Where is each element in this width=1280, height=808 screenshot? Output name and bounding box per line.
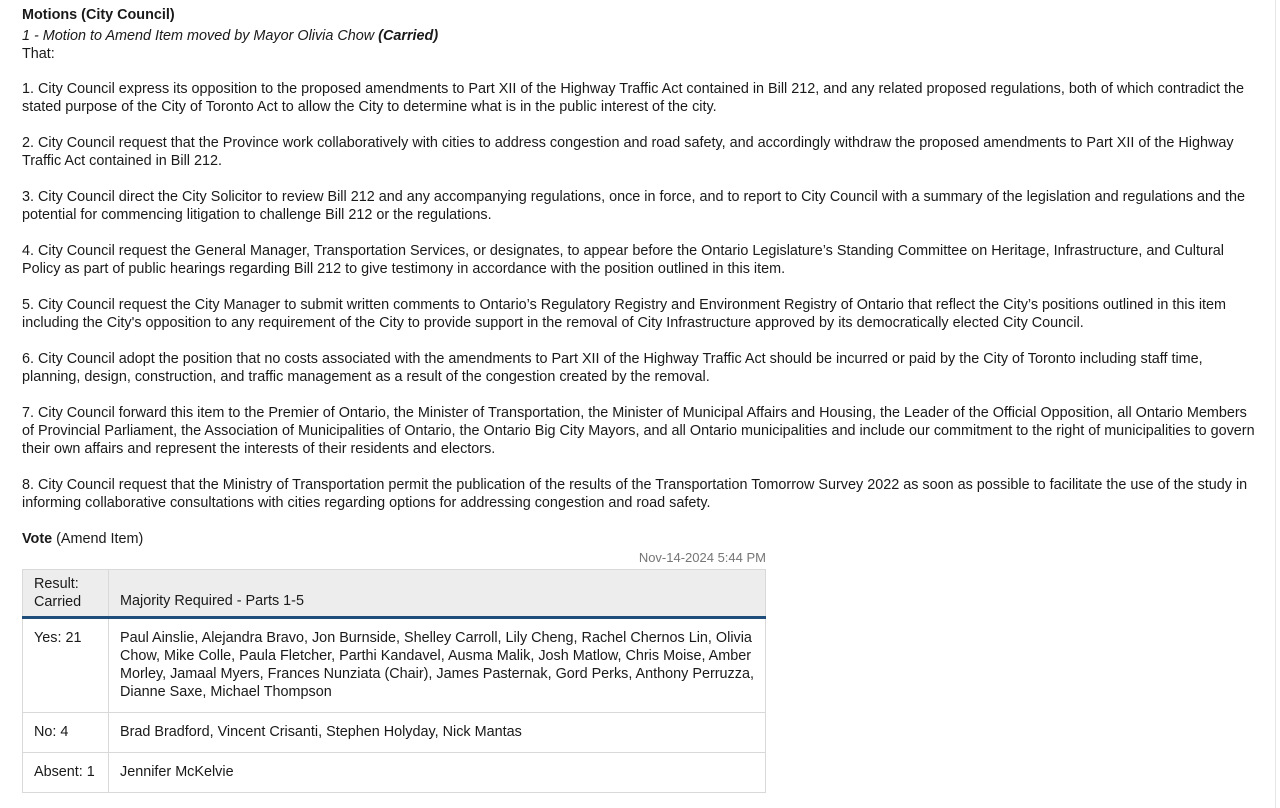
vote-table — [22, 569, 766, 793]
motions-section — [22, 6, 1258, 793]
motion-item: 6. City Council adopt the position that no costs associated with the amendments to Part XII of the Highway Traffic Act should be incurred or paid by the City of Toronto including staff time, planning, design, construction, and traffic management as a result of the congestion created by the removal. — [22, 351, 1203, 385]
motion-text: 1 - Motion to Amend Item moved by Mayor Olivia Chow — [22, 28, 375, 44]
vote-label: Vote — [22, 531, 53, 547]
motion-item: 8. City Council request that the Ministry of Transportation permit the publication of the results of the Transportation Tomorrow Survey 2022 as soon as possible to facilitate the use of the study in informing collaborative consultations with cities regarding options for addressing congestion and road safety. — [22, 477, 1248, 511]
motion-item: 7. City Council forward this item to the Premier of Ontario, the Minister of Transportation, the Minister of Municipal Affairs and Housing, the Leader of the Official Opposition, all Ontario Members of Provincial Parliament, the Association of Municipalities of Ontario, the Ontario Big City Mayors, and all Ontario municipalities and include our commitment to the right of municipalities to govern their own affairs and represent the interests of their residents and electors. — [22, 405, 1255, 457]
vote-result-row — [23, 570, 766, 618]
vote-result-label: Result: Carried — [23, 570, 109, 618]
motion-item: 3. City Council direct the City Solicitor to review Bill 212 and any accompanying regulations, once in force, and to report to City Council with a summary of the legislation and regulations and the potential for commencing litigation to challenge Bill 212 or the regulations. — [22, 189, 1246, 223]
vote-yes-row — [23, 618, 766, 713]
vote-no-label: No: 4 — [23, 713, 109, 753]
vote-absent-label: Absent: 1 — [23, 753, 109, 793]
vote-type: (Amend Item) — [56, 531, 144, 547]
motion-intro: That: — [22, 46, 55, 62]
motion-item: 1. City Council express its opposition to the proposed amendments to Part XII of the Highway Traffic Act contained in Bill 212, and any related proposed regulations, both of which contradict the stated purpose of the City of Toronto Act to allow the City to determine what is in the public interest of the city. — [22, 81, 1245, 115]
vote-requirement: Majority Required - Parts 1-5 — [109, 570, 766, 618]
motion-description — [22, 27, 1258, 45]
vote-yes-names: Paul Ainslie, Alejandra Bravo, Jon Burnside, Shelley Carroll, Lily Cheng, Rachel Chernos Lin, Olivia Chow, Mike Colle, Paula Fletcher, Parthi Kandavel, Ausma Malik, Josh Matlow, Chris Moise, Amber Morley, Jamaal Myers, Frances Nunziata (Chair), James Pasternak, Gord Perks, Anthony Perruzza, Dianne Saxe, Michael Thompson — [109, 618, 766, 713]
motion-status: (Carried) — [378, 28, 439, 44]
vote-absent-names: Jennifer McKelvie — [109, 753, 766, 793]
section-title: Motions (City Council) — [22, 7, 175, 23]
vote-record — [22, 550, 766, 793]
motion-item: 2. City Council request that the Province work collaboratively with cities to address congestion and road safety, and accordingly withdraw the proposed amendments to Part XII of the Highway Traffic Act contained in Bill 212. — [22, 135, 1234, 169]
vote-no-names: Brad Bradford, Vincent Crisanti, Stephen Holyday, Nick Mantas — [109, 713, 766, 753]
motion-item: 4. City Council request the General Manager, Transportation Services, or designates, to appear before the Ontario Legislature’s Standing Committee on Heritage, Infrastructure, and Cultural Policy as part of public hearings regarding Bill 212 to give testimony in accordance with the position outlined in this item. — [22, 243, 1225, 277]
vote-absent-row — [23, 753, 766, 793]
page-border — [1275, 0, 1276, 808]
vote-heading — [22, 530, 1258, 548]
vote-no-row — [23, 713, 766, 753]
motion-item: 5. City Council request the City Manager to submit written comments to Ontario’s Regulatory Registry and Environment Registry of Ontario that reflect the City’s positions outlined in this item including the City's opposition to any requirement of the City to provide support in the removal of City Infrastructure approved by its democratically elected City Council. — [22, 297, 1227, 331]
vote-datetime: Nov-14-2024 5:44 PM — [638, 550, 766, 565]
vote-yes-label: Yes: 21 — [23, 618, 109, 713]
